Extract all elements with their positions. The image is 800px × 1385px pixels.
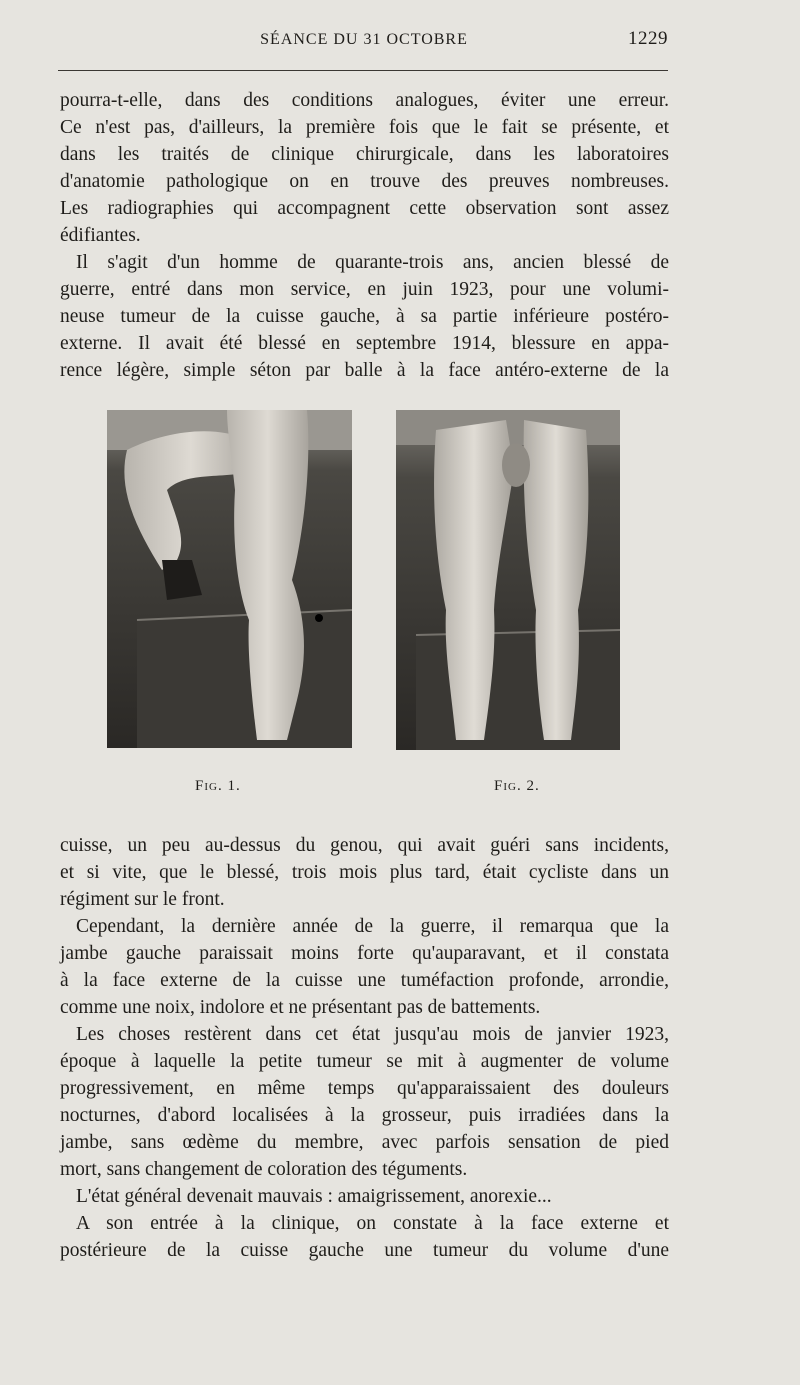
text-line: mort, sans changement de coloration des téguments. xyxy=(60,1159,468,1180)
page-number: 1229 xyxy=(628,28,668,49)
text-line: à la face externe de la cuisse une tuméfaction profonde, arrondie, xyxy=(60,970,669,991)
text-line: Les choses restèrent dans cet état jusqu'au mois de janvier 1923, xyxy=(76,1024,669,1045)
text-line: époque à laquelle la petite tumeur se mit à augmenter de volume xyxy=(60,1051,669,1072)
figure-2-photo xyxy=(396,410,620,750)
text-line: progressivement, en même temps qu'apparaissaient des douleurs xyxy=(60,1078,669,1099)
text-line: Ce n'est pas, d'ailleurs, la première fois que le fait se présente, et xyxy=(60,117,669,138)
text-line: Cependant, la dernière année de la guerre, il remarqua que la xyxy=(76,916,669,937)
paragraph-bottom xyxy=(60,832,669,1264)
text-line: externe. Il avait été blessé en septembre 1914, blessure en appa- xyxy=(60,333,669,354)
figure-1-caption: Fig. 1. xyxy=(195,778,241,794)
text-line: A son entrée à la clinique, on constate à la face externe et xyxy=(76,1213,669,1234)
page-header xyxy=(60,28,668,58)
text-line: régiment sur le front. xyxy=(60,889,225,910)
header-rule xyxy=(58,70,668,71)
text-line: postérieure de la cuisse gauche une tumeur du volume d'une xyxy=(60,1240,669,1261)
text-line: neuse tumeur de la cuisse gauche, à sa partie inférieure postéro- xyxy=(60,306,669,327)
text-line: rence légère, simple séton par balle à la face antéro-externe de la xyxy=(60,360,669,381)
paragraph-top xyxy=(60,87,669,384)
figure-1-photo xyxy=(107,410,352,748)
text-line: édifiantes. xyxy=(60,225,141,246)
text-line: Il s'agit d'un homme de quarante-trois ans, ancien blessé de xyxy=(76,252,669,273)
text-line: jambe, sans œdème du membre, avec parfois sensation de pied xyxy=(60,1132,669,1153)
text-line: dans les traités de clinique chirurgicale, dans les laboratoires xyxy=(60,144,669,165)
text-line: comme une noix, indolore et ne présentant pas de battements. xyxy=(60,997,541,1018)
text-line: jambe gauche paraissait moins forte qu'auparavant, et il constata xyxy=(60,943,669,964)
running-title: SÉANCE DU 31 OCTOBRE xyxy=(260,31,468,48)
text-line: cuisse, un peu au-dessus du genou, qui avait guéri sans incidents, xyxy=(60,835,669,856)
text-line: pourra-t-elle, dans des conditions analogues, éviter une erreur. xyxy=(60,90,669,111)
text-line: L'état général devenait mauvais : amaigrissement, anorexie... xyxy=(76,1186,552,1207)
text-line: Les radiographies qui accompagnent cette observation sont assez xyxy=(60,198,669,219)
figure-2-caption: Fig. 2. xyxy=(494,778,540,794)
text-line: guerre, entré dans mon service, en juin 1923, pour une volumi- xyxy=(60,279,669,300)
text-line: nocturnes, d'abord localisées à la grosseur, puis irradiées dans la xyxy=(60,1105,669,1126)
text-line: d'anatomie pathologique on en trouve des preuves nombreuses. xyxy=(60,171,669,192)
text-line: et si vite, que le blessé, trois mois plus tard, était cycliste dans un xyxy=(60,862,669,883)
